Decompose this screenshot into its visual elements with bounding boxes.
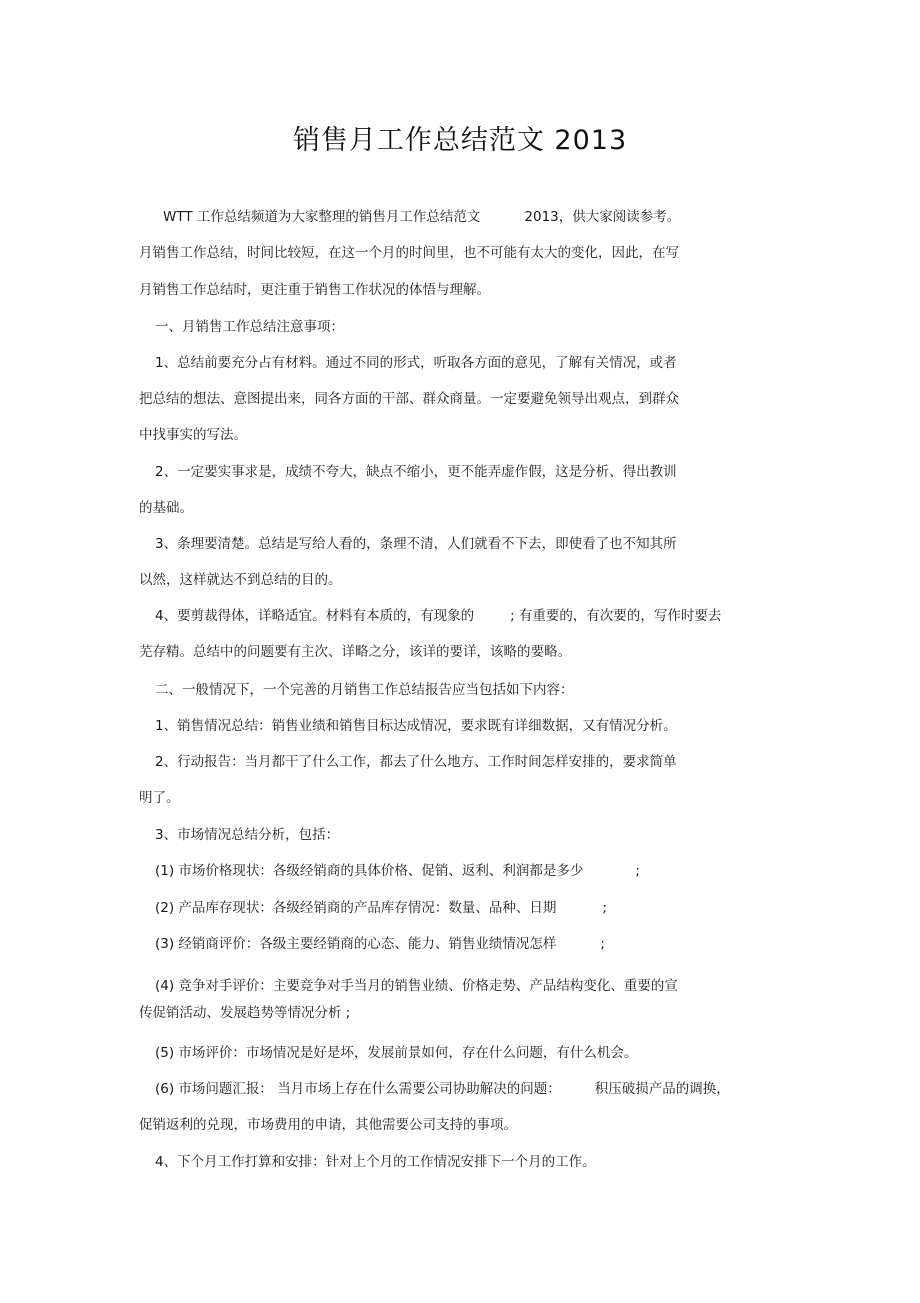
line-text: 把总结的想法、意图提出来，同各方面的干部、群众商量。一定要避免领导出观点，到群众: [139, 391, 679, 407]
line-text-tail: ;: [602, 900, 607, 916]
page-title: 销售月工作总结范文 2013: [292, 125, 628, 156]
list-item: [155, 862, 640, 880]
line-text: (1) 市场价格现状：各级经销商的具体价格、促销、返利、利润都是多少: [155, 863, 584, 879]
paragraph-line: [155, 753, 677, 771]
line-text: (2) 产品库存现状：各级经销商的产品库存情况：数量、品种、日期: [155, 900, 557, 916]
line-text-tail: ;: [600, 936, 605, 952]
paragraph-line: [139, 281, 490, 299]
paragraph-line: [155, 535, 677, 553]
line-text: 二、一般情况下，一个完善的月销售工作总结报告应当包括如下内容：: [155, 682, 574, 698]
line-text-tail: ;: [635, 863, 640, 879]
line-text: WTT 工作总结频道为大家整理的销售月工作总结范文: [163, 209, 481, 225]
line-text: 2、行动报告：当月都干了什么工作，都去了什么地方、工作时间怎样安排的，要求简单: [155, 754, 677, 770]
line-text: 月销售工作总结时，更注重于销售工作状况的体悟与理解。: [139, 282, 490, 298]
paragraph-line: [155, 717, 677, 735]
line-text: 芜存精。总结中的问题要有主次、详略之分，该详的要详，该略的要略。: [139, 644, 571, 660]
line-text: 1、总结前要充分占有材料。通过不同的形式，听取各方面的意见，了解有关情况，或者: [155, 355, 677, 371]
line-text: (5) 市场评价：市场情况是好是坏，发展前景如何，存在什么问题，有什么机会。: [155, 1045, 638, 1061]
line-text: 一、月销售工作总结注意事项：: [155, 319, 344, 335]
list-item: [155, 977, 678, 995]
line-text: 2、一定要实事求是，成绩不夸大，缺点不缩小，更不能弄虚作假，这是分析、得出教训: [155, 464, 677, 480]
paragraph-line: [139, 571, 342, 589]
line-text-tail: 积压破损产品的调换，: [594, 1081, 730, 1097]
paragraph-line: [139, 1116, 517, 1134]
section-heading: [155, 681, 574, 699]
line-text: 中找事实的写法。: [139, 427, 247, 443]
line-text: (6) 市场问题汇报： 当月市场上存在什么需要公司协助解决的问题：: [155, 1081, 561, 1097]
paragraph-line: [155, 1153, 596, 1171]
line-text: 以然，这样就达不到总结的目的。: [139, 572, 342, 588]
line-text: 4、下个月工作打算和安排：针对上个月的工作情况安排下一个月的工作。: [155, 1154, 596, 1170]
paragraph-line: [139, 789, 180, 807]
line-text: 的基础。: [139, 500, 193, 516]
line-text: 3、条理要清楚。总结是写给人看的，条理不清，人们就看不下去，即使看了也不知其所: [155, 536, 677, 552]
paragraph-line: [139, 390, 679, 408]
line-text: 3、市场情况总结分析，包括：: [155, 827, 340, 843]
list-item: [155, 1044, 637, 1062]
line-text: (3) 经销商评价：各级主要经销商的心态、能力、销售业绩情况怎样: [155, 936, 557, 952]
line-text: 明了。: [139, 790, 180, 806]
line-text: 4、要剪裁得体，详略适宜。材料有本质的，有现象的: [155, 608, 475, 624]
line-text: (4) 竞争对手评价：主要竞争对手当月的销售业绩、价格走势、产品结构变化、重要的宣: [155, 978, 678, 994]
section-heading: [155, 318, 344, 336]
list-item: [155, 899, 607, 917]
line-text: 月销售工作总结，时间比较短，在这一个月的时间里，也不可能有太大的变化，因此，在写: [139, 245, 679, 261]
paragraph-line: [155, 354, 677, 372]
list-item: [155, 1080, 730, 1098]
line-text-tail: 2013，供大家阅读参考。: [524, 209, 681, 225]
paragraph-line: [139, 1004, 350, 1022]
paragraph-line: [163, 208, 680, 226]
line-text: 促销返利的兑现，市场费用的申请，其他需要公司支持的事项。: [139, 1117, 517, 1133]
paragraph-line: [155, 826, 339, 844]
paragraph-line: [139, 643, 571, 661]
paragraph-line: [139, 499, 193, 517]
paragraph-line: [139, 426, 247, 444]
list-item: [155, 935, 605, 953]
line-text: 1、销售情况总结：销售业绩和销售目标达成情况，要求既有详细数据，又有情况分析。: [155, 718, 677, 734]
paragraph-line: [155, 463, 677, 481]
paragraph-line: [139, 244, 679, 262]
paragraph-line: [155, 607, 721, 625]
line-text: 传促销活动、发展趋势等情况分析 ;: [139, 1005, 351, 1021]
line-text-tail: ; 有重要的，有次要的，写作时要去: [510, 608, 722, 624]
